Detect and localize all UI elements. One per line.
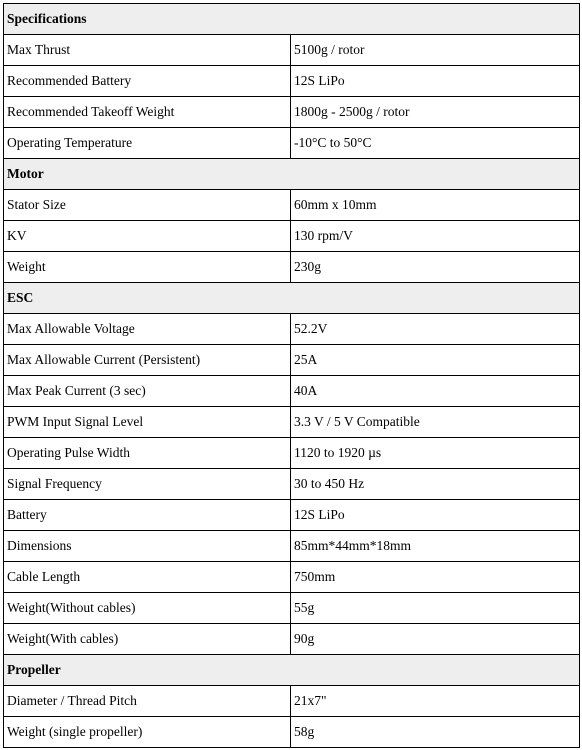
spec-value: 60mm x 10mm — [291, 190, 580, 221]
spec-label: Operating Pulse Width — [4, 438, 291, 469]
table-row — [4, 469, 580, 500]
spec-label: Weight(With cables) — [4, 624, 291, 655]
table-row — [4, 97, 580, 128]
table-row — [4, 221, 580, 252]
spec-value: 21x7" — [291, 686, 580, 717]
spec-label: PWM Input Signal Level — [4, 407, 291, 438]
table-row — [4, 35, 580, 66]
table-row — [4, 562, 580, 593]
table-row — [4, 624, 580, 655]
spec-label: Diameter / Thread Pitch — [4, 686, 291, 717]
spec-value: 5100g / rotor — [291, 35, 580, 66]
spec-label: Battery — [4, 500, 291, 531]
spec-value: 90g — [291, 624, 580, 655]
table-row — [4, 345, 580, 376]
spec-value: 55g — [291, 593, 580, 624]
section-header-esc — [4, 283, 580, 314]
section-header-propeller — [4, 655, 580, 686]
section-title: Propeller — [4, 655, 580, 686]
table-row — [4, 407, 580, 438]
spec-label: Recommended Battery — [4, 66, 291, 97]
spec-value: 1800g - 2500g / rotor — [291, 97, 580, 128]
spec-label: Weight — [4, 252, 291, 283]
section-title: Specifications — [4, 4, 580, 35]
spec-label: Max Allowable Voltage — [4, 314, 291, 345]
table-row — [4, 438, 580, 469]
spec-value: 25A — [291, 345, 580, 376]
spec-value: 3.3 V / 5 V Compatible — [291, 407, 580, 438]
table-row — [4, 717, 580, 748]
spec-value: 40A — [291, 376, 580, 407]
section-title: ESC — [4, 283, 580, 314]
spec-label: Recommended Takeoff Weight — [4, 97, 291, 128]
table-row — [4, 190, 580, 221]
spec-value: 12S LiPo — [291, 500, 580, 531]
spec-value: 750mm — [291, 562, 580, 593]
table-row — [4, 686, 580, 717]
spec-label: Max Allowable Current (Persistent) — [4, 345, 291, 376]
table-row — [4, 593, 580, 624]
spec-value: 85mm*44mm*18mm — [291, 531, 580, 562]
section-header-motor — [4, 159, 580, 190]
spec-label: KV — [4, 221, 291, 252]
spec-label: Cable Length — [4, 562, 291, 593]
spec-label: Signal Frequency — [4, 469, 291, 500]
table-row — [4, 128, 580, 159]
spec-label: Dimensions — [4, 531, 291, 562]
section-header-specifications — [4, 4, 580, 35]
spec-label: Max Peak Current (3 sec) — [4, 376, 291, 407]
spec-label: Max Thrust — [4, 35, 291, 66]
spec-label: Stator Size — [4, 190, 291, 221]
spec-value: 12S LiPo — [291, 66, 580, 97]
spec-value: -10°C to 50°C — [291, 128, 580, 159]
spec-value: 230g — [291, 252, 580, 283]
specifications-table — [3, 3, 580, 748]
spec-label: Weight(Without cables) — [4, 593, 291, 624]
table-row — [4, 500, 580, 531]
spec-value: 30 to 450 Hz — [291, 469, 580, 500]
section-title: Motor — [4, 159, 580, 190]
spec-value: 58g — [291, 717, 580, 748]
spec-label: Operating Temperature — [4, 128, 291, 159]
table-row — [4, 376, 580, 407]
spec-value: 1120 to 1920 µs — [291, 438, 580, 469]
table-row — [4, 66, 580, 97]
table-row — [4, 314, 580, 345]
table-row — [4, 252, 580, 283]
spec-value: 130 rpm/V — [291, 221, 580, 252]
spec-value: 52.2V — [291, 314, 580, 345]
table-row — [4, 531, 580, 562]
spec-label: Weight (single propeller) — [4, 717, 291, 748]
